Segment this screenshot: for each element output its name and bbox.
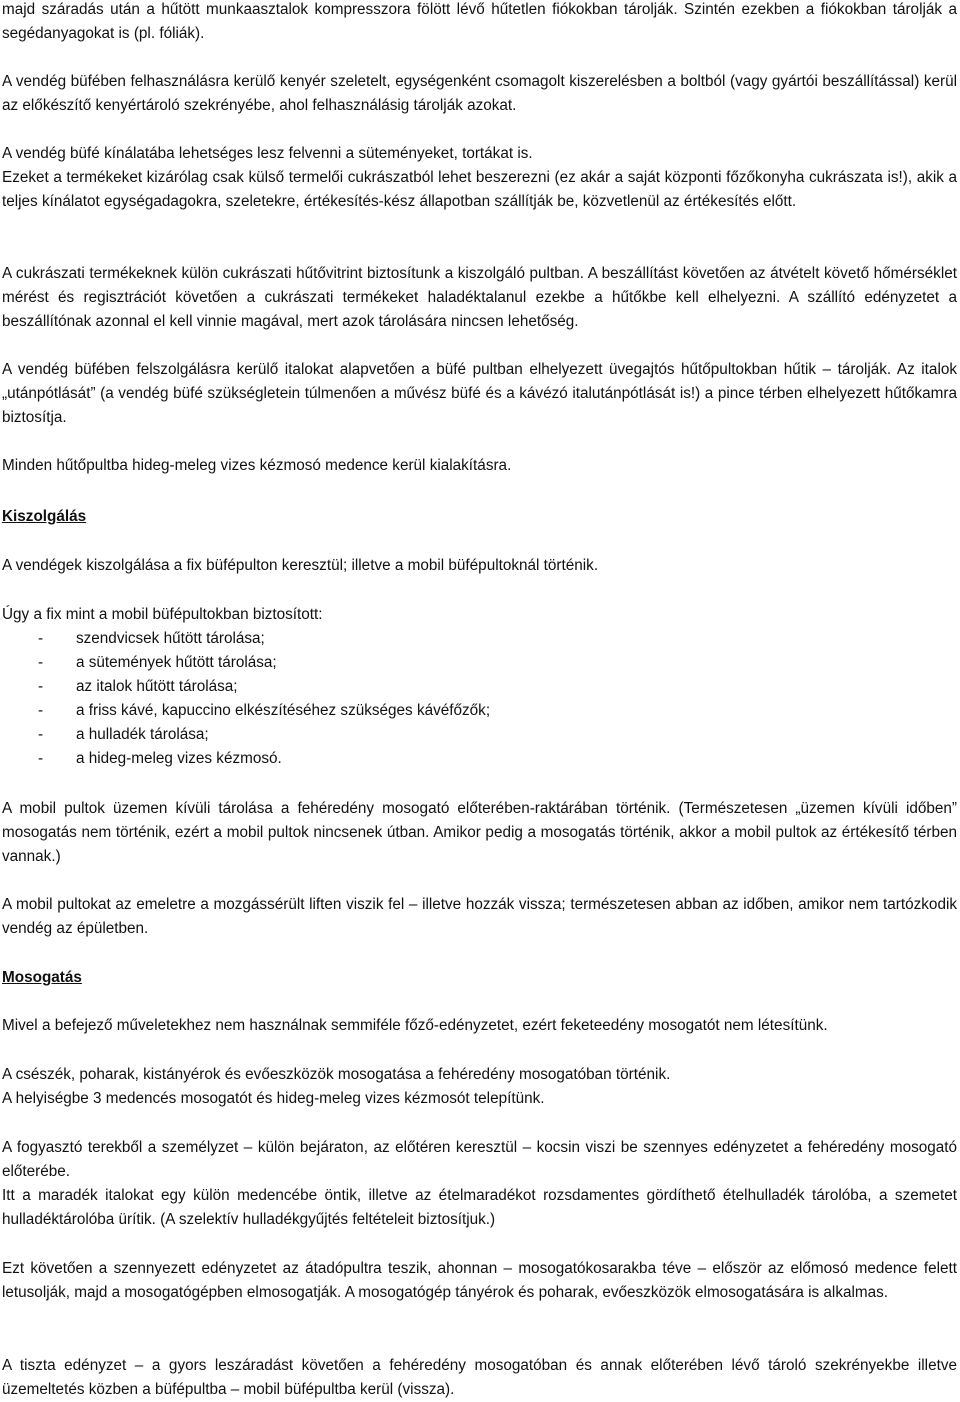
list-dash: - xyxy=(38,750,44,767)
heading-mosogatas: Mosogatás xyxy=(2,969,82,986)
paragraph-sutemeny-beszerzes: Ezeket a termékeket kizárólag csak külső termelői cukrászatból lehet beszerezni (ez akár a saját központi főzőkonyha cukrászata is!), akik a teljes kínálatot egységadagokra, szeletekre, értékesítés-kész állapotban szállítják be, közvetlenül az értékesítés előtt. xyxy=(2,169,957,210)
paragraph-lista-bevezeto: Úgy a fix mint a mobil büfépultokban biztosított: xyxy=(2,606,323,623)
list-dash: - xyxy=(38,726,44,743)
paragraph-kiszolgalas: A vendégek kiszolgálása a fix büfépulton keresztül; illetve a mobil büfépultoknál történik. xyxy=(2,557,599,574)
paragraph-cukraszati-hutovitrin: A cukrászati termékeknek külön cukrászati hűtővitrint biztosítunk a kiszolgáló pultban. A beszállítást követően az átvételt követő hőmérséklet mérést és regisztrációt követően a cukrászati termékeket haladéktalanul ezekbe a hűtőkbe kell elhelyezni. A szállító edényzetet a beszállítónak azonnal el kell vinnie magával, mert azok tárolására nincsen lehetőség. xyxy=(2,265,957,330)
list-item: - a sütemények hűtött tárolása; xyxy=(2,651,957,675)
paragraph-maradek: Itt a maradék italokat egy külön medencébe öntik, illetve az ételmaradékot rozsdamentes gördíthető ételhulladék tárolóba, a szemetet hulladéktárolóba ürítik. (A szelektív hulladékgyűjtés feltételeit biztosítjuk.) xyxy=(2,1187,957,1228)
list-item: - a hulladék tárolása; xyxy=(2,723,957,747)
paragraph-feheredeny: A csészék, poharak, kistányérok és evőeszközök mosogatása a fehéredény mosogatóban történik. xyxy=(2,1066,671,1083)
list-item: - az italok hűtött tárolása; xyxy=(2,675,957,699)
paragraph-kenyer: A vendég büfében felhasználásra kerülő kenyér szeletelt, egységenként csomagolt kiszerelésben a boltból (vagy gyártói beszállítással) kerül az előkészítő kenyértároló szekrényébe, ahol felhasználásig tárolják azokat. xyxy=(2,73,957,114)
list-dash: - xyxy=(38,678,44,695)
paragraph-feketeedeny: Mivel a befejező műveletekhez nem használnak semmiféle főző-edényzetet, ezért feketeedény mosogatót nem létesítünk. xyxy=(2,1017,828,1034)
equipment-list xyxy=(2,627,957,771)
paragraph-kezmoso: Minden hűtőpultba hideg-meleg vizes kézmosó medence kerül kialakításra. xyxy=(2,457,512,474)
list-dash: - xyxy=(38,630,44,647)
paragraph-szennyes-edenyzet: A fogyasztó terekből a személyzet – külön bejáraton, az előtéren keresztül – kocsin viszi be szennyes edényzetet a fehéredény mosogató előterébe. xyxy=(2,1139,957,1180)
paragraph-mosogato-telepites: A helyiségbe 3 medencés mosogatót és hideg-meleg vizes kézmosót telepítünk. xyxy=(2,1090,545,1107)
paragraph-fiokok: majd száradás után a hűtött munkaasztalok kompresszora fölött lévő hűtetlen fiókokban tárolják. Szintén ezekben a fiókokban tárolják a segédanyagokat is (pl. fóliák). xyxy=(2,1,957,42)
paragraph-mobil-pultok-lift: A mobil pultokat az emeletre a mozgássérült liften viszik fel – illetve hozzák vissza; természetesen abban az időben, amikor nem tartózkodik vendég az épületben. xyxy=(2,896,957,937)
heading-kiszolgalas: Kiszolgálás xyxy=(2,508,87,525)
list-item: - szendvicsek hűtött tárolása; xyxy=(2,627,957,651)
paragraph-mobil-pultok-tarolas: A mobil pultok üzemen kívüli tárolása a fehéredény mosogató előterében-raktárában történik. (Természetesen „üzemen kívüli időben” mosogatás nem történik, ezért a mobil pultok nincsenek útban. Amikor pedig a mosogatás történik, akkor a mobil pultok az értékesítő térben vannak.) xyxy=(2,800,957,865)
paragraph-tiszta-edenyzet: A tiszta edényzet – a gyors leszáradást követően a fehéredény mosogatóban és annak előterében lévő tároló szekrényekbe illetve üzemeltetés közben a büfépultba – mobil büfépultba kerül (vissza). xyxy=(2,1357,957,1398)
list-dash: - xyxy=(38,654,44,671)
paragraph-mosogatogep: Ezt követően a szennyezett edényzetet az átadópultra teszik, ahonnan – mosogatókosarakba téve – először az előmosó medence felett letusolják, majd a mosogatógépben elmosogatják. A mosogatógép tányérok és poharak, evőeszközök elmosogatására is alkalmas. xyxy=(2,1260,957,1301)
list-item: - a hideg-meleg vizes kézmosó. xyxy=(2,747,957,771)
list-item: - a friss kávé, kapuccino elkészítéséhez szükséges kávéfőzők; xyxy=(2,699,957,723)
paragraph-italok: A vendég büfében felszolgálásra kerülő italokat alapvetően a büfé pultban elhelyezett üvegajtós hűtőpultokban hűtik – tárolják. Az italok „utánpótlását” (a vendég büfé szükségletein túlmenően a művész büfé és a kávézó italutánpótlását is!) a pince térben elhelyezett hűtőkamra biztosítja. xyxy=(2,361,957,426)
list-dash: - xyxy=(38,702,44,719)
paragraph-sutemeny-kinalat: A vendég büfé kínálatába lehetséges lesz felvenni a süteményeket, tortákat is. xyxy=(2,145,533,162)
